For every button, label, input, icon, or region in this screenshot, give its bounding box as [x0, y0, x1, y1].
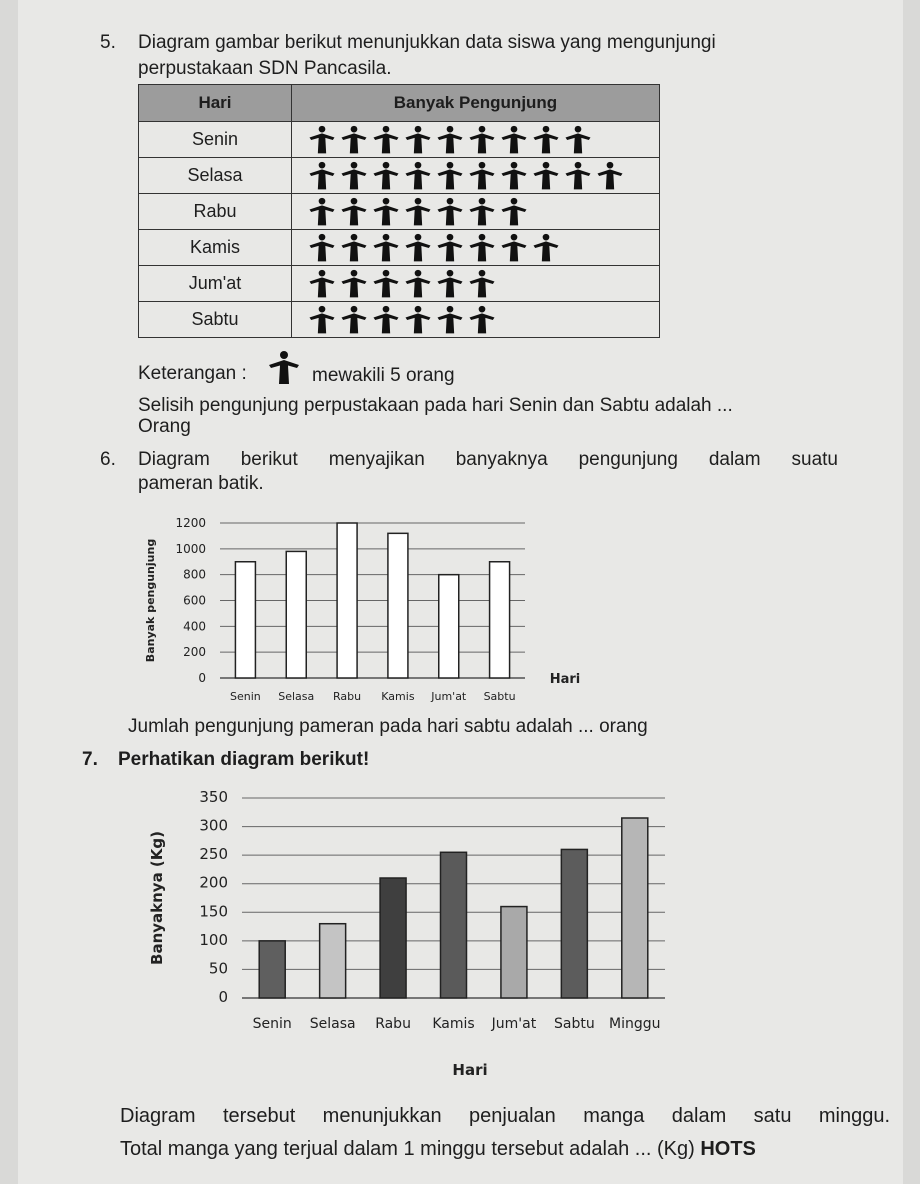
person-icon: [530, 161, 562, 191]
hots-label: HOTS: [700, 1138, 756, 1160]
table-row: [139, 122, 660, 158]
person-icon: [466, 305, 498, 335]
y-tick-label: 350: [199, 788, 228, 806]
q7-question-line1: Diagram tersebut menunjukkan penjualan manga dalam satu minggu.: [120, 1105, 890, 1127]
person-icon: [306, 161, 338, 191]
person-icon: [498, 161, 530, 191]
person-icon: [338, 197, 370, 227]
person-icon: [402, 305, 434, 335]
person-icon: [306, 305, 338, 335]
y-tick-label: 200: [183, 645, 206, 660]
header-day: Hari: [139, 85, 292, 122]
person-icon: [562, 125, 594, 155]
person-icon: [466, 161, 498, 191]
person-icon: [370, 125, 402, 155]
row-icons: [292, 158, 660, 194]
person-icon: [370, 269, 402, 299]
q5-text-line1: Diagram gambar berikut menunjukkan data siswa yang mengunjungi: [138, 32, 716, 53]
person-icon: [466, 233, 498, 263]
table-header-row: [139, 85, 660, 122]
x-tick-label: Jum'at: [431, 690, 467, 703]
batik-visitors-chart: [140, 505, 590, 710]
person-icon: [306, 125, 338, 155]
table-row: [139, 194, 660, 230]
row-day: Kamis: [139, 230, 292, 266]
bar: [501, 907, 527, 998]
person-icon: [466, 269, 498, 299]
person-icon: [466, 125, 498, 155]
q6-text-line1: Diagram berikut menyajikan banyaknya pengunjung dalam suatu: [138, 449, 838, 470]
y-axis-label: Banyak pengunjung: [144, 538, 157, 663]
x-tick-label: Selasa: [278, 690, 315, 703]
bar: [320, 924, 346, 998]
x-tick-label: Senin: [230, 690, 261, 703]
row-icons: [292, 230, 660, 266]
table-row: [139, 302, 660, 338]
row-icons: [292, 122, 660, 158]
bar: [490, 562, 510, 678]
table-row: [139, 158, 660, 194]
q6-text-line2: pameran batik.: [138, 473, 264, 494]
q7-question-line2: Total manga yang terjual dalam 1 minggu tersebut adalah ... (Kg): [120, 1138, 695, 1160]
q5-number: 5.: [100, 32, 116, 53]
person-icon: [466, 197, 498, 227]
q6-number: 6.: [100, 449, 116, 470]
x-tick-label: Senin: [252, 1016, 292, 1032]
pictogram-table: [138, 84, 660, 338]
person-icon: [306, 233, 338, 263]
y-tick-label: 1200: [175, 516, 206, 530]
y-tick-label: 100: [199, 930, 228, 949]
person-icon: [498, 125, 530, 155]
bar: [439, 575, 459, 678]
q5-question-line2: Orang: [138, 416, 191, 437]
x-tick-label: Selasa: [309, 1016, 356, 1032]
person-icon: [338, 125, 370, 155]
person-icon: [370, 305, 402, 335]
x-tick-label: Rabu: [333, 690, 362, 703]
manga-sales-chart: [140, 785, 700, 1085]
person-icon: [402, 269, 434, 299]
y-tick-label: 250: [199, 845, 228, 864]
row-day: Selasa: [139, 158, 292, 194]
person-icon: [306, 269, 338, 299]
y-tick-label: 0: [198, 671, 206, 685]
legend-prefix: Keterangan :: [138, 363, 247, 384]
person-icon: [402, 197, 434, 227]
x-tick-label: Rabu: [375, 1016, 411, 1032]
bar: [388, 533, 408, 678]
person-icon: [402, 161, 434, 191]
y-tick-label: 600: [183, 593, 206, 608]
y-tick-label: 150: [199, 902, 228, 921]
person-icon: [530, 125, 562, 155]
x-tick-label: Minggu: [609, 1016, 661, 1032]
header-visitors: Banyak Pengunjung: [292, 85, 660, 122]
person-icon: [402, 125, 434, 155]
y-tick-label: 0: [218, 988, 228, 1006]
q7-question-line2-wrap: [120, 1137, 756, 1161]
legend-suffix: mewakili 5 orang: [312, 365, 455, 386]
q6-question: Jumlah pengunjung pameran pada hari sabtu adalah ... orang: [128, 716, 648, 737]
row-icons: [292, 302, 660, 338]
x-tick-label: Sabtu: [483, 690, 516, 703]
person-icon: [434, 233, 466, 263]
person-icon: [594, 161, 626, 191]
bar: [286, 551, 306, 678]
person-icon: [338, 233, 370, 263]
row-day: Sabtu: [139, 302, 292, 338]
person-icon: [338, 305, 370, 335]
row-day: Rabu: [139, 194, 292, 230]
bar: [235, 562, 255, 678]
y-tick-label: 1000: [175, 541, 206, 556]
q5-question-line1: Selisih pengunjung perpustakaan pada hari Senin dan Sabtu adalah ...: [138, 395, 733, 416]
row-icons: [292, 194, 660, 230]
bar: [441, 852, 467, 998]
bar: [337, 523, 357, 678]
y-axis-label: Banyaknya (Kg): [148, 831, 166, 965]
legend-person-icon: [266, 350, 302, 386]
bar: [380, 878, 406, 998]
x-tick-label: Kamis: [381, 690, 415, 703]
row-icons: [292, 266, 660, 302]
person-icon: [306, 197, 338, 227]
person-icon: [434, 269, 466, 299]
y-tick-label: 400: [183, 619, 206, 634]
person-icon: [498, 233, 530, 263]
x-tick-label: Sabtu: [553, 1016, 595, 1032]
person-icon: [338, 161, 370, 191]
person-icon: [370, 161, 402, 191]
person-icon: [530, 233, 562, 263]
bar: [561, 849, 587, 998]
q7-number: 7.: [82, 749, 98, 770]
x-axis-label: Hari: [549, 672, 581, 687]
table-row: [139, 266, 660, 302]
person-icon: [434, 161, 466, 191]
x-tick-label: Jum'at: [491, 1016, 537, 1032]
bar: [622, 818, 648, 998]
person-icon: [434, 197, 466, 227]
row-day: Jum'at: [139, 266, 292, 302]
person-icon: [370, 197, 402, 227]
q7-text: Perhatikan diagram berikut!: [118, 749, 370, 770]
person-icon: [370, 233, 402, 263]
y-tick-label: 50: [208, 959, 228, 978]
x-tick-label: Kamis: [432, 1016, 475, 1032]
row-day: Senin: [139, 122, 292, 158]
y-tick-label: 200: [199, 873, 228, 892]
bar: [259, 941, 285, 998]
person-icon: [562, 161, 594, 191]
person-icon: [338, 269, 370, 299]
y-tick-label: 300: [199, 816, 228, 835]
person-icon: [434, 305, 466, 335]
person-icon: [402, 233, 434, 263]
x-axis-label: Hari: [452, 1061, 488, 1079]
table-row: [139, 230, 660, 266]
y-tick-label: 800: [183, 567, 206, 582]
person-icon: [434, 125, 466, 155]
person-icon: [498, 197, 530, 227]
q5-text-line2: perpustakaan SDN Pancasila.: [138, 58, 392, 79]
